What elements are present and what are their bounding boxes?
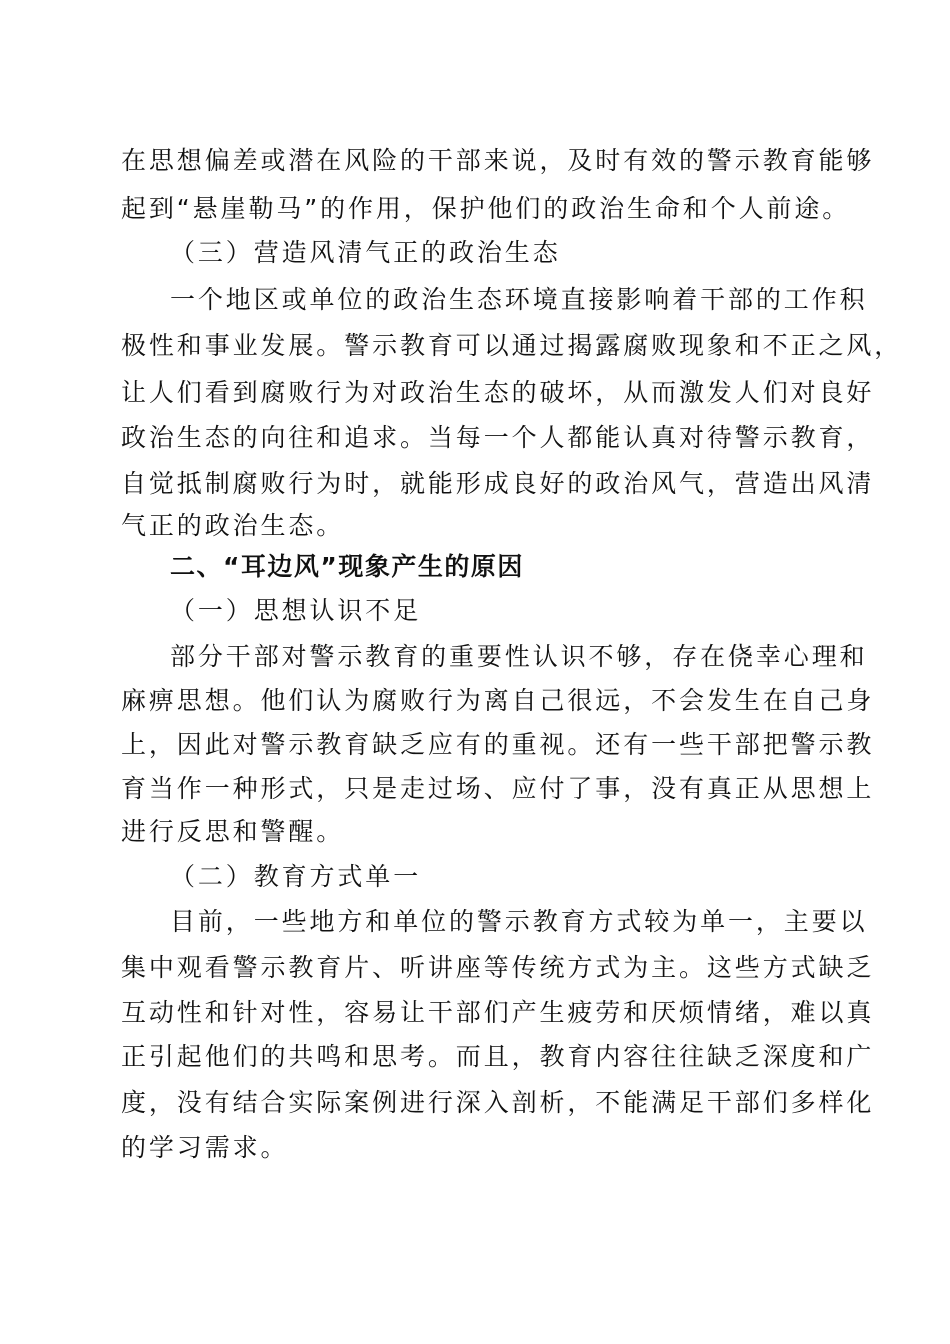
paragraph-line: 育当作一种形式，只是走过场、应付了事，没有真正从思想上 — [121, 774, 875, 803]
paragraph-line: 让人们看到腐败行为对政治生态的破坏，从而激发人们对良好 — [121, 378, 875, 407]
paragraph-line: 政治生态的向往和追求。当每一个人都能认真对待警示教育， — [121, 423, 875, 452]
subsection-heading-1: （一）思想认识不足 — [170, 596, 422, 625]
paragraph-line: 在思想偏差或潜在风险的干部来说，及时有效的警示教育能够 — [121, 146, 875, 175]
paragraph-line: 气正的政治生态。 — [121, 511, 345, 540]
section-heading-2: 二、“耳边风”现象产生的原因 — [170, 552, 524, 581]
paragraph-line: 极性和事业发展。警示教育可以通过揭露腐败现象和不正之风， — [121, 331, 903, 360]
paragraph-line: 的学习需求。 — [121, 1133, 289, 1162]
subsection-heading-2: （二）教育方式单一 — [170, 862, 422, 891]
paragraph-line: 麻痹思想。他们认为腐败行为离自己很远，不会发生在自己身 — [121, 686, 875, 715]
paragraph-line: 进行反思和警醒。 — [121, 817, 345, 846]
paragraph-line: 目前，一些地方和单位的警示教育方式较为单一，主要以 — [170, 907, 868, 936]
paragraph-line: 集中观看警示教育片、听讲座等传统方式为主。这些方式缺乏 — [121, 953, 875, 982]
paragraph-line: 互动性和针对性，容易让干部们产生疲劳和厌烦情绪，难以真 — [121, 998, 875, 1027]
paragraph-line: 起到“悬崖勒马”的作用，保护他们的政治生命和个人前途。 — [121, 194, 851, 223]
paragraph-line: 自觉抵制腐败行为时，就能形成良好的政治风气，营造出风清 — [121, 469, 875, 498]
paragraph-line: 部分干部对警示教育的重要性认识不够，存在侥幸心理和 — [170, 642, 868, 671]
paragraph-line: 正引起他们的共鸣和思考。而且，教育内容往往缺乏深度和广 — [121, 1042, 875, 1071]
paragraph-line: 一个地区或单位的政治生态环境直接影响着干部的工作积 — [170, 285, 868, 314]
paragraph-line: 度，没有结合实际案例进行深入剖析，不能满足干部们多样化 — [121, 1088, 875, 1117]
subsection-heading-3: （三）营造风清气正的政治生态 — [170, 238, 561, 267]
paragraph-line: 上，因此对警示教育缺乏应有的重视。还有一些干部把警示教 — [121, 730, 875, 759]
